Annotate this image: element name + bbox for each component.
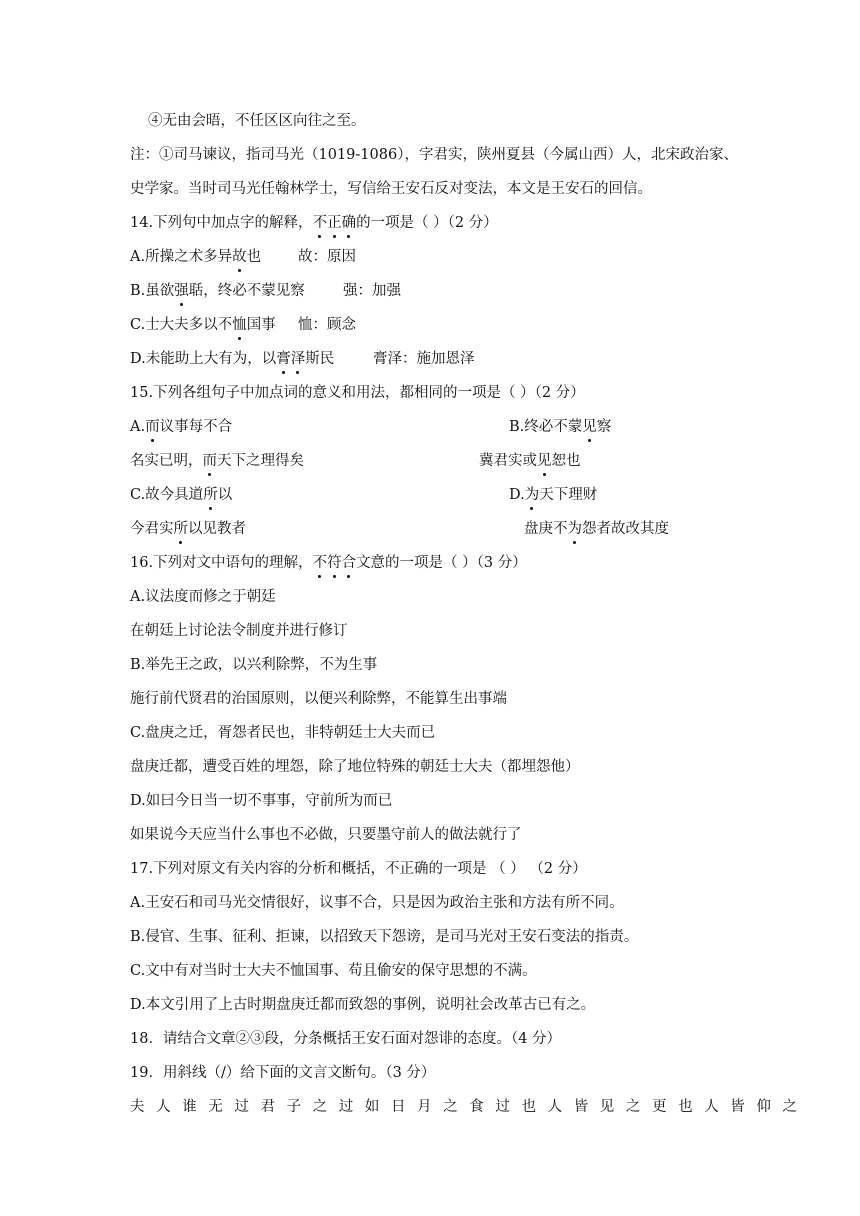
annotation-line: 注：①司马谏议，指司马光（1019-1086），字君实，陕州夏县（今属山西）人，北宋政治家、 bbox=[130, 147, 738, 163]
question-19-stem: 19．用斜线（/）给下面的文言文断句。（3 分） bbox=[130, 1065, 436, 1081]
question-16-option-b: B.举先王之政，以兴利除弊，不为生事 bbox=[130, 657, 378, 673]
question-14-option-b: B.虽欲强聒，终必不蒙见察 bbox=[130, 283, 305, 299]
dotted-char: 不 bbox=[312, 215, 328, 231]
question-16-stem: 16.下列对文中语句的理解，不符合文意的一项是（ ）（3 分） bbox=[130, 555, 527, 571]
question-16-option-a: A.议法度而修之于朝廷 bbox=[130, 589, 276, 605]
question-16-translation-d: 如果说今天应当什么事也不必做，只要墨守前人的做法就行了 bbox=[130, 827, 522, 843]
question-17-option-c: C.文中有对当时士大夫不恤国事、苟且偷安的保守思想的不满。 bbox=[130, 963, 537, 979]
question-16-translation-a: 在朝廷上讨论法令制度并进行修订 bbox=[130, 623, 348, 639]
question-15-option-d2: 盘庚不为怨者故改其度 bbox=[524, 521, 669, 537]
question-18-stem: 18．请结合文章②③段，分条概括王安石面对怨诽的态度。（4 分） bbox=[130, 1031, 562, 1047]
question-15-option-c2: 今君实所以见教者 bbox=[130, 521, 246, 537]
dotted-char: 为 bbox=[567, 521, 582, 537]
question-17-stem: 17.下列对原文有关内容的分析和概括，不正确的一项是 （ ） （2 分） bbox=[130, 861, 587, 877]
text-line: ④无由会晤，不任区区向往之至。 bbox=[148, 113, 366, 129]
question-14-stem: 14.下列句中加点字的解释，不正确的一项是（ ）（2 分） bbox=[130, 215, 498, 231]
question-14-gloss-d: 膏泽：施加恩泽 bbox=[373, 351, 475, 367]
dotted-char: 恤 bbox=[232, 317, 247, 333]
question-15-option-a1: A.而议事每不合 bbox=[130, 419, 233, 435]
question-15-stem: 15.下列各组句子中加点词的意义和用法，都相同的一项是（ ）（2 分） bbox=[130, 385, 585, 401]
question-17-option-b: B.侵官、生事、征利、拒谏，以招致天下怨谤，是司马光对王安石变法的指责。 bbox=[130, 929, 639, 945]
question-14-gloss-a: 故：原因 bbox=[298, 249, 356, 265]
question-16-option-d: D.如曰今日当一切不事事，守前所为而已 bbox=[130, 793, 393, 809]
question-14-option-d: D.未能助上大有为，以膏泽斯民 bbox=[130, 351, 335, 367]
question-15-option-a2: 名实已明，而天下之理得矣 bbox=[130, 453, 304, 469]
dotted-char: 而 bbox=[145, 419, 160, 435]
question-15-option-b1: B.终必不蒙见察 bbox=[509, 419, 612, 435]
dotted-char: 正 bbox=[327, 215, 342, 231]
dotted-char: 强 bbox=[174, 283, 189, 299]
question-16-translation-c: 盘庚迁都，遭受百姓的埋怨，除了地位特殊的朝廷士大夫（都埋怨他） bbox=[130, 759, 580, 775]
dotted-char: 合 bbox=[341, 555, 357, 571]
annotation-line: 史学家。当时司马光任翰林学士，写信给王安石反对变法，本文是王安石的回信。 bbox=[130, 181, 652, 197]
dotted-char: 确 bbox=[341, 215, 357, 231]
dotted-char: 见 bbox=[537, 453, 552, 469]
question-17-option-a: A.王安石和司马光交情很好，议事不合，只是因为政治主张和方法有所不同。 bbox=[130, 895, 624, 911]
dotted-char: 为 bbox=[524, 487, 540, 503]
dotted-char: 所 bbox=[203, 487, 218, 503]
dotted-char: 而 bbox=[202, 453, 217, 469]
dotted-char: 所 bbox=[173, 521, 188, 537]
question-19-passage: 夫人谁无过君子之过如日月之食过也人皆见之更也人皆仰之 bbox=[130, 1099, 809, 1115]
question-16-translation-b: 施行前代贤君的治国原则，以便兴利除弊，不能算生出事端 bbox=[130, 691, 507, 707]
dotted-char: 见 bbox=[582, 419, 597, 435]
question-15-option-b2: 冀君实或见恕也 bbox=[479, 453, 581, 469]
question-14-option-c: C.士大夫多以不恤国事 bbox=[130, 317, 276, 333]
dotted-char: 泽 bbox=[290, 351, 306, 367]
question-14-option-a: A.所操之术多异故也 bbox=[130, 249, 262, 265]
question-16-option-c: C.盘庚之迁，胥怨者民也，非特朝廷士大夫而已 bbox=[130, 725, 436, 741]
question-14-gloss-b: 强：加强 bbox=[343, 283, 401, 299]
question-14-gloss-c: 恤：顾念 bbox=[298, 317, 356, 333]
question-17-option-d: D.本文引用了上古时期盘庚迁都而致怨的事例，说明社会改革古已有之。 bbox=[130, 997, 596, 1013]
dotted-char: 符 bbox=[327, 555, 342, 571]
dotted-char: 膏 bbox=[276, 351, 291, 367]
question-15-option-c1: C.故今具道所以 bbox=[130, 487, 233, 503]
dotted-char: 不 bbox=[312, 555, 328, 571]
dotted-char: 故 bbox=[232, 249, 247, 265]
question-15-option-d1: D.为天下理财 bbox=[509, 487, 598, 503]
